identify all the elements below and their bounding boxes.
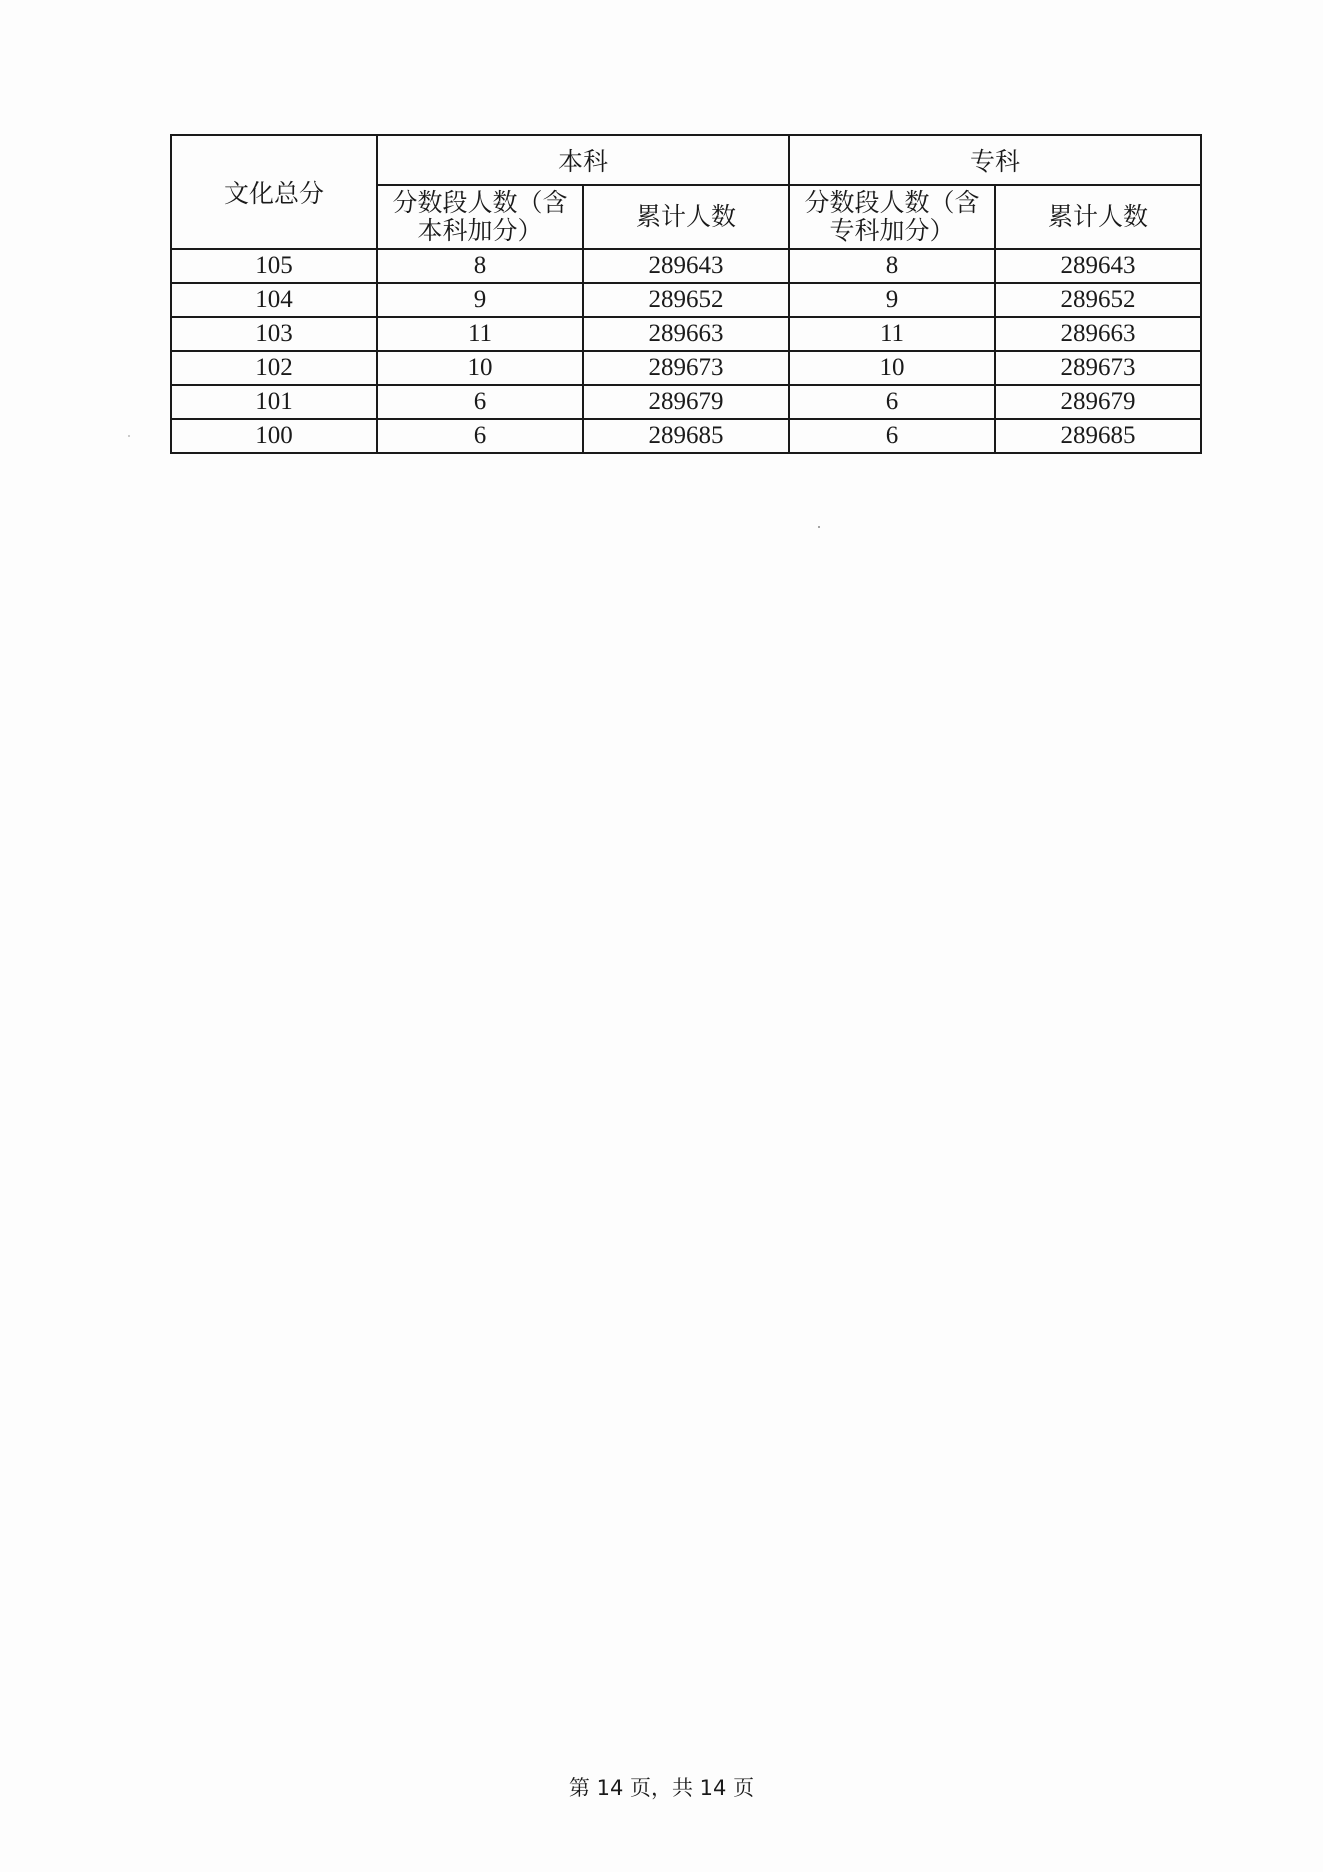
cell-benke-cumulative: 289673 [583, 351, 789, 385]
cell-benke-cumulative: 289679 [583, 385, 789, 419]
table-row [171, 419, 1201, 453]
table-row [171, 283, 1201, 317]
cell-zhuanke-segment: 10 [789, 351, 995, 385]
cell-benke-segment: 10 [377, 351, 583, 385]
cell-score: 102 [171, 351, 377, 385]
cell-zhuanke-segment: 8 [789, 249, 995, 283]
cell-zhuanke-segment: 6 [789, 419, 995, 453]
header-score: 文化总分 [171, 135, 377, 249]
header-row-groups [171, 135, 1201, 185]
cell-zhuanke-cumulative: 289643 [995, 249, 1201, 283]
cell-benke-segment: 6 [377, 385, 583, 419]
header-group-zhuanke: 专科 [789, 135, 1201, 185]
cell-benke-cumulative: 289685 [583, 419, 789, 453]
header-zhuanke-segment [789, 185, 995, 249]
cell-zhuanke-segment: 9 [789, 283, 995, 317]
table-row [171, 249, 1201, 283]
header-zhuanke-segment-line1: 分数段人数（含 [804, 188, 980, 217]
header-zhuanke-cumulative: 累计人数 [995, 185, 1201, 249]
cell-zhuanke-cumulative: 289679 [995, 385, 1201, 419]
header-benke-segment-line2: 本科加分） [417, 216, 543, 245]
score-distribution-table [170, 134, 1202, 454]
header-benke-segment [377, 185, 583, 249]
cell-benke-segment: 8 [377, 249, 583, 283]
cell-benke-cumulative: 289643 [583, 249, 789, 283]
cell-score: 104 [171, 283, 377, 317]
header-benke-cumulative: 累计人数 [583, 185, 789, 249]
cell-benke-cumulative: 289663 [583, 317, 789, 351]
table-row [171, 317, 1201, 351]
cell-score: 103 [171, 317, 377, 351]
cell-zhuanke-cumulative: 289685 [995, 419, 1201, 453]
cell-benke-segment: 6 [377, 419, 583, 453]
cell-score: 100 [171, 419, 377, 453]
cell-benke-segment: 11 [377, 317, 583, 351]
cell-benke-cumulative: 289652 [583, 283, 789, 317]
cell-benke-segment: 9 [377, 283, 583, 317]
table-row [171, 351, 1201, 385]
cell-zhuanke-cumulative: 289663 [995, 317, 1201, 351]
cell-zhuanke-cumulative: 289652 [995, 283, 1201, 317]
table-row [171, 385, 1201, 419]
cell-zhuanke-segment: 6 [789, 385, 995, 419]
scan-speck [818, 526, 820, 528]
header-zhuanke-segment-line2: 专科加分） [829, 216, 955, 245]
cell-score: 101 [171, 385, 377, 419]
cell-zhuanke-cumulative: 289673 [995, 351, 1201, 385]
header-group-benke: 本科 [377, 135, 789, 185]
header-benke-segment-line1: 分数段人数（含 [392, 188, 568, 217]
cell-score: 105 [171, 249, 377, 283]
page-footer: 第 14 页，共 14 页 [568, 1776, 755, 1800]
cell-zhuanke-segment: 11 [789, 317, 995, 351]
scan-speck [128, 435, 130, 437]
